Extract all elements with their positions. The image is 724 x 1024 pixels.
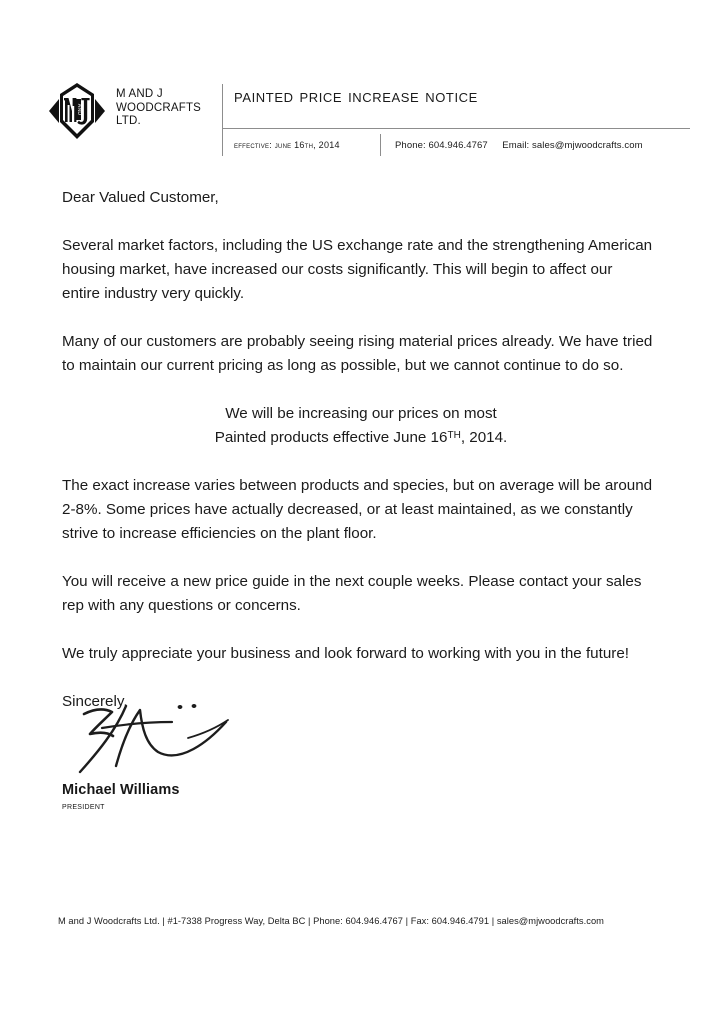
- closing: Sincerely,: [62, 693, 128, 710]
- signer-name: Michael Williams: [62, 782, 180, 798]
- svg-text:AND: AND: [76, 103, 83, 116]
- document-title: painted price increase notice: [234, 86, 478, 107]
- email-label: Email:: [502, 139, 530, 151]
- company-name-line-3: LTD.: [116, 115, 141, 127]
- highlight-line-1: We will be increasing our prices on most: [225, 405, 497, 422]
- page-footer: M and J Woodcrafts Ltd. | #1-7338 Progress Way, Delta BC | Phone: 604.946.4767 | Fax: 604.946.4791 | sales@mjwoodcrafts.com: [58, 916, 604, 926]
- letter-body: [62, 186, 654, 714]
- letterhead-meta-row: [234, 134, 690, 156]
- paragraph-5: We truly appreciate your business and look forward to working with you in the future!: [62, 645, 630, 662]
- paragraph-4: You will receive a new price guide in the next couple weeks. Please contact your sales rep with any questions or concerns.: [62, 573, 642, 614]
- highlight-ordinal-suffix: TH: [447, 429, 461, 441]
- company-name: [116, 82, 201, 129]
- price-increase-highlight: [62, 402, 654, 450]
- effective-date: effective: june 16th, 2014: [234, 140, 340, 150]
- letterhead-horizontal-divider: [222, 128, 690, 129]
- signer-title: president: [62, 800, 105, 812]
- company-logo-block: [48, 82, 218, 140]
- meta-vertical-divider: [380, 134, 381, 156]
- highlight-line-2-prefix: Painted products effective June 16: [214, 429, 448, 446]
- handwritten-signature-icon: [68, 694, 268, 776]
- email-address: sales@mjwoodcrafts.com: [532, 139, 643, 151]
- paragraph-1: Several market factors, including the US exchange rate and the strengthening American housing market, have increased our costs significantly. This will begin to affect our entire industry very quickly.: [62, 237, 653, 302]
- highlight-line-2: [68, 426, 654, 450]
- highlight-line-2-suffix: , 2014.: [460, 429, 508, 446]
- company-name-line-2: WOODCRAFTS: [116, 101, 202, 114]
- company-name-line-1: M AND J: [116, 88, 163, 100]
- signature-block: [62, 694, 322, 812]
- paragraph-3: The exact increase varies between products and species, but on average will be around 2-8%. Some prices have actually decreased, or at least maintained, as we constantly strive to increase efficiencies on the plant floor.: [62, 477, 653, 542]
- mj-woodcrafts-shield-logo-icon: [48, 82, 106, 140]
- letterhead-vertical-divider: [222, 84, 223, 156]
- phone-number: 604.946.4767: [428, 139, 488, 151]
- salutation: Dear Valued Customer,: [62, 189, 219, 206]
- letterhead: [48, 78, 690, 158]
- contact-info: [395, 140, 643, 151]
- paragraph-2: Many of our customers are probably seeing rising material prices already. We have tried to maintain our current pricing as long as possible, but we cannot continue to do so.: [62, 333, 653, 374]
- phone-label: Phone:: [395, 139, 426, 151]
